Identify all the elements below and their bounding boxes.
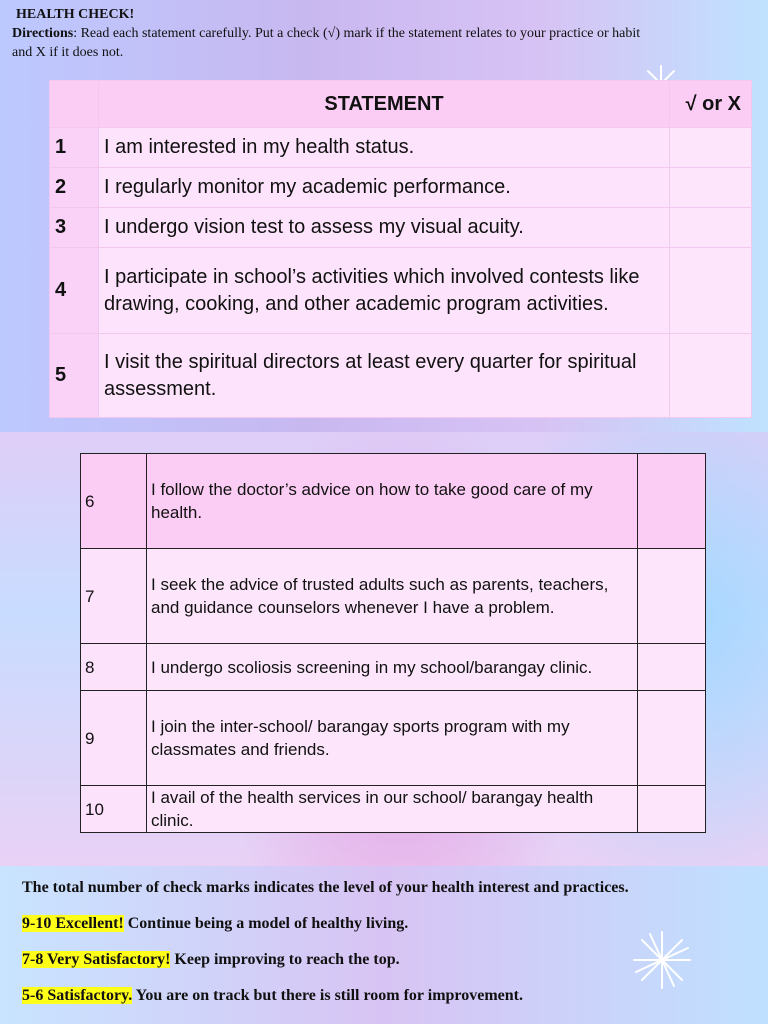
table-row (81, 786, 706, 833)
statement-table-1 (49, 80, 752, 418)
row-statement: I regularly monitor my academic performance. (99, 168, 670, 208)
table-row (81, 691, 706, 786)
row-number: 4 (50, 248, 99, 334)
table-row (50, 248, 752, 334)
scoring-intro: The total number of check marks indicates the level of your health interest and practices. (22, 879, 629, 896)
row-number: 5 (50, 334, 99, 418)
table-row (50, 208, 752, 248)
directions-body: : Read each statement carefully. Put a check (√) mark if the statement relates to your practice or habit and X if it does not. (12, 26, 641, 60)
page-title: HEALTH CHECK! (16, 7, 135, 22)
table-row (81, 644, 706, 691)
level-text: Keep improving to reach the top. (170, 951, 400, 968)
row-number: 10 (81, 786, 147, 833)
row-check-cell[interactable] (638, 691, 706, 786)
table-row (50, 334, 752, 418)
level-label: 9-10 Excellent! (22, 915, 124, 932)
row-number: 1 (50, 128, 99, 168)
row-check-cell[interactable] (670, 128, 752, 168)
level-label: 7-8 Very Satisfactory! (22, 951, 171, 968)
row-check-cell[interactable] (638, 644, 706, 691)
row-number: 6 (81, 454, 147, 549)
row-check-cell[interactable] (670, 248, 752, 334)
level-label: 5-6 Satisfactory. (22, 987, 133, 1004)
directions-header (12, 5, 652, 62)
row-number: 2 (50, 168, 99, 208)
header-num-cell (50, 81, 99, 128)
row-number: 9 (81, 691, 147, 786)
row-number: 3 (50, 208, 99, 248)
table-row (50, 168, 752, 208)
level-item (22, 984, 740, 1007)
table-row (81, 454, 706, 549)
row-statement: I avail of the health services in our school/ barangay health clinic. (147, 786, 638, 833)
table-header-row (50, 81, 752, 128)
scoring-section (22, 876, 740, 1020)
table-row (81, 549, 706, 644)
level-text: Continue being a model of healthy living. (123, 915, 409, 932)
row-check-cell[interactable] (638, 549, 706, 644)
table-row (50, 128, 752, 168)
row-check-cell[interactable] (670, 334, 752, 418)
level-text: You are on track but there is still room for improvement. (132, 987, 523, 1004)
row-statement: I seek the advice of trusted adults such as parents, teachers, and guidance counselors whenever I have a problem. (147, 549, 638, 644)
row-check-cell[interactable] (638, 454, 706, 549)
directions-text (12, 24, 652, 62)
row-statement: I visit the spiritual directors at least every quarter for spiritual assessment. (99, 334, 670, 418)
row-number: 8 (81, 644, 147, 691)
level-item (22, 912, 740, 935)
statement-table-2 (80, 453, 706, 833)
row-check-cell[interactable] (638, 786, 706, 833)
header-check-cell: √ or X (670, 81, 752, 128)
row-statement: I am interested in my health status. (99, 128, 670, 168)
level-item (22, 948, 740, 971)
row-statement: I undergo vision test to assess my visual acuity. (99, 208, 670, 248)
row-check-cell[interactable] (670, 208, 752, 248)
row-number: 7 (81, 549, 147, 644)
row-statement: I join the inter-school/ barangay sports program with my classmates and friends. (147, 691, 638, 786)
row-statement: I participate in school’s activities which involved contests like drawing, cooking, and other academic program activities. (99, 248, 670, 334)
row-check-cell[interactable] (670, 168, 752, 208)
directions-label: Directions (12, 26, 74, 41)
row-statement: I follow the doctor’s advice on how to take good care of my health. (147, 454, 638, 549)
row-statement: I undergo scoliosis screening in my school/barangay clinic. (147, 644, 638, 691)
header-statement-cell: STATEMENT (99, 81, 670, 128)
